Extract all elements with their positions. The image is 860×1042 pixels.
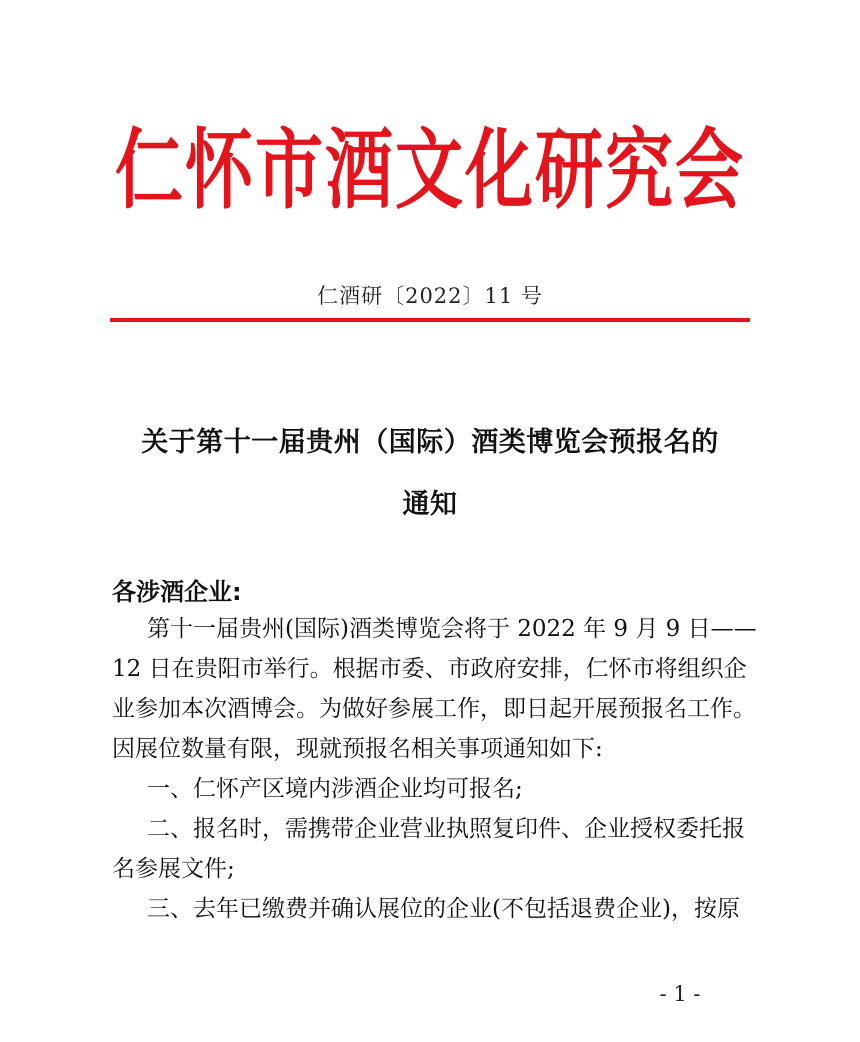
notice-title-line-1: 关于第十一届贵州（国际）酒类博览会预报名的 [141, 427, 719, 458]
body-list-item-3: 三、去年已缴费并确认展位的企业(不包括退费企业)，按原 [147, 896, 740, 922]
body-paragraph-line: 12 日在贵阳市举行。根据市委、市政府安排，仁怀市将组织企 [112, 656, 747, 682]
org-letterhead: 仁怀市酒文化研究会 [114, 119, 745, 222]
document-number: 仁酒研〔2022〕11 号 [317, 284, 543, 308]
red-divider-line [110, 318, 750, 322]
salutation: 各涉酒企业: [112, 578, 242, 606]
body-list-item-2-cont: 名参展文件; [112, 856, 235, 882]
notice-title-line-2: 通知 [402, 489, 458, 520]
page-number: - 1 - [659, 982, 701, 1006]
body-paragraph-line: 因展位数量有限，现就预报名相关事项通知如下: [112, 736, 603, 762]
body-list-item-2: 二、报名时，需携带企业营业执照复印件、企业授权委托报 [147, 816, 745, 842]
body-paragraph-line: 第十一届贵州(国际)酒类博览会将于 2022 年 9 月 9 日—— [147, 616, 757, 642]
body-list-item-1: 一、仁怀产区境内涉酒企业均可报名; [147, 776, 523, 802]
body-paragraph-line: 业参加本次酒博会。为做好参展工作，即日起开展预报名工作。 [112, 696, 756, 722]
